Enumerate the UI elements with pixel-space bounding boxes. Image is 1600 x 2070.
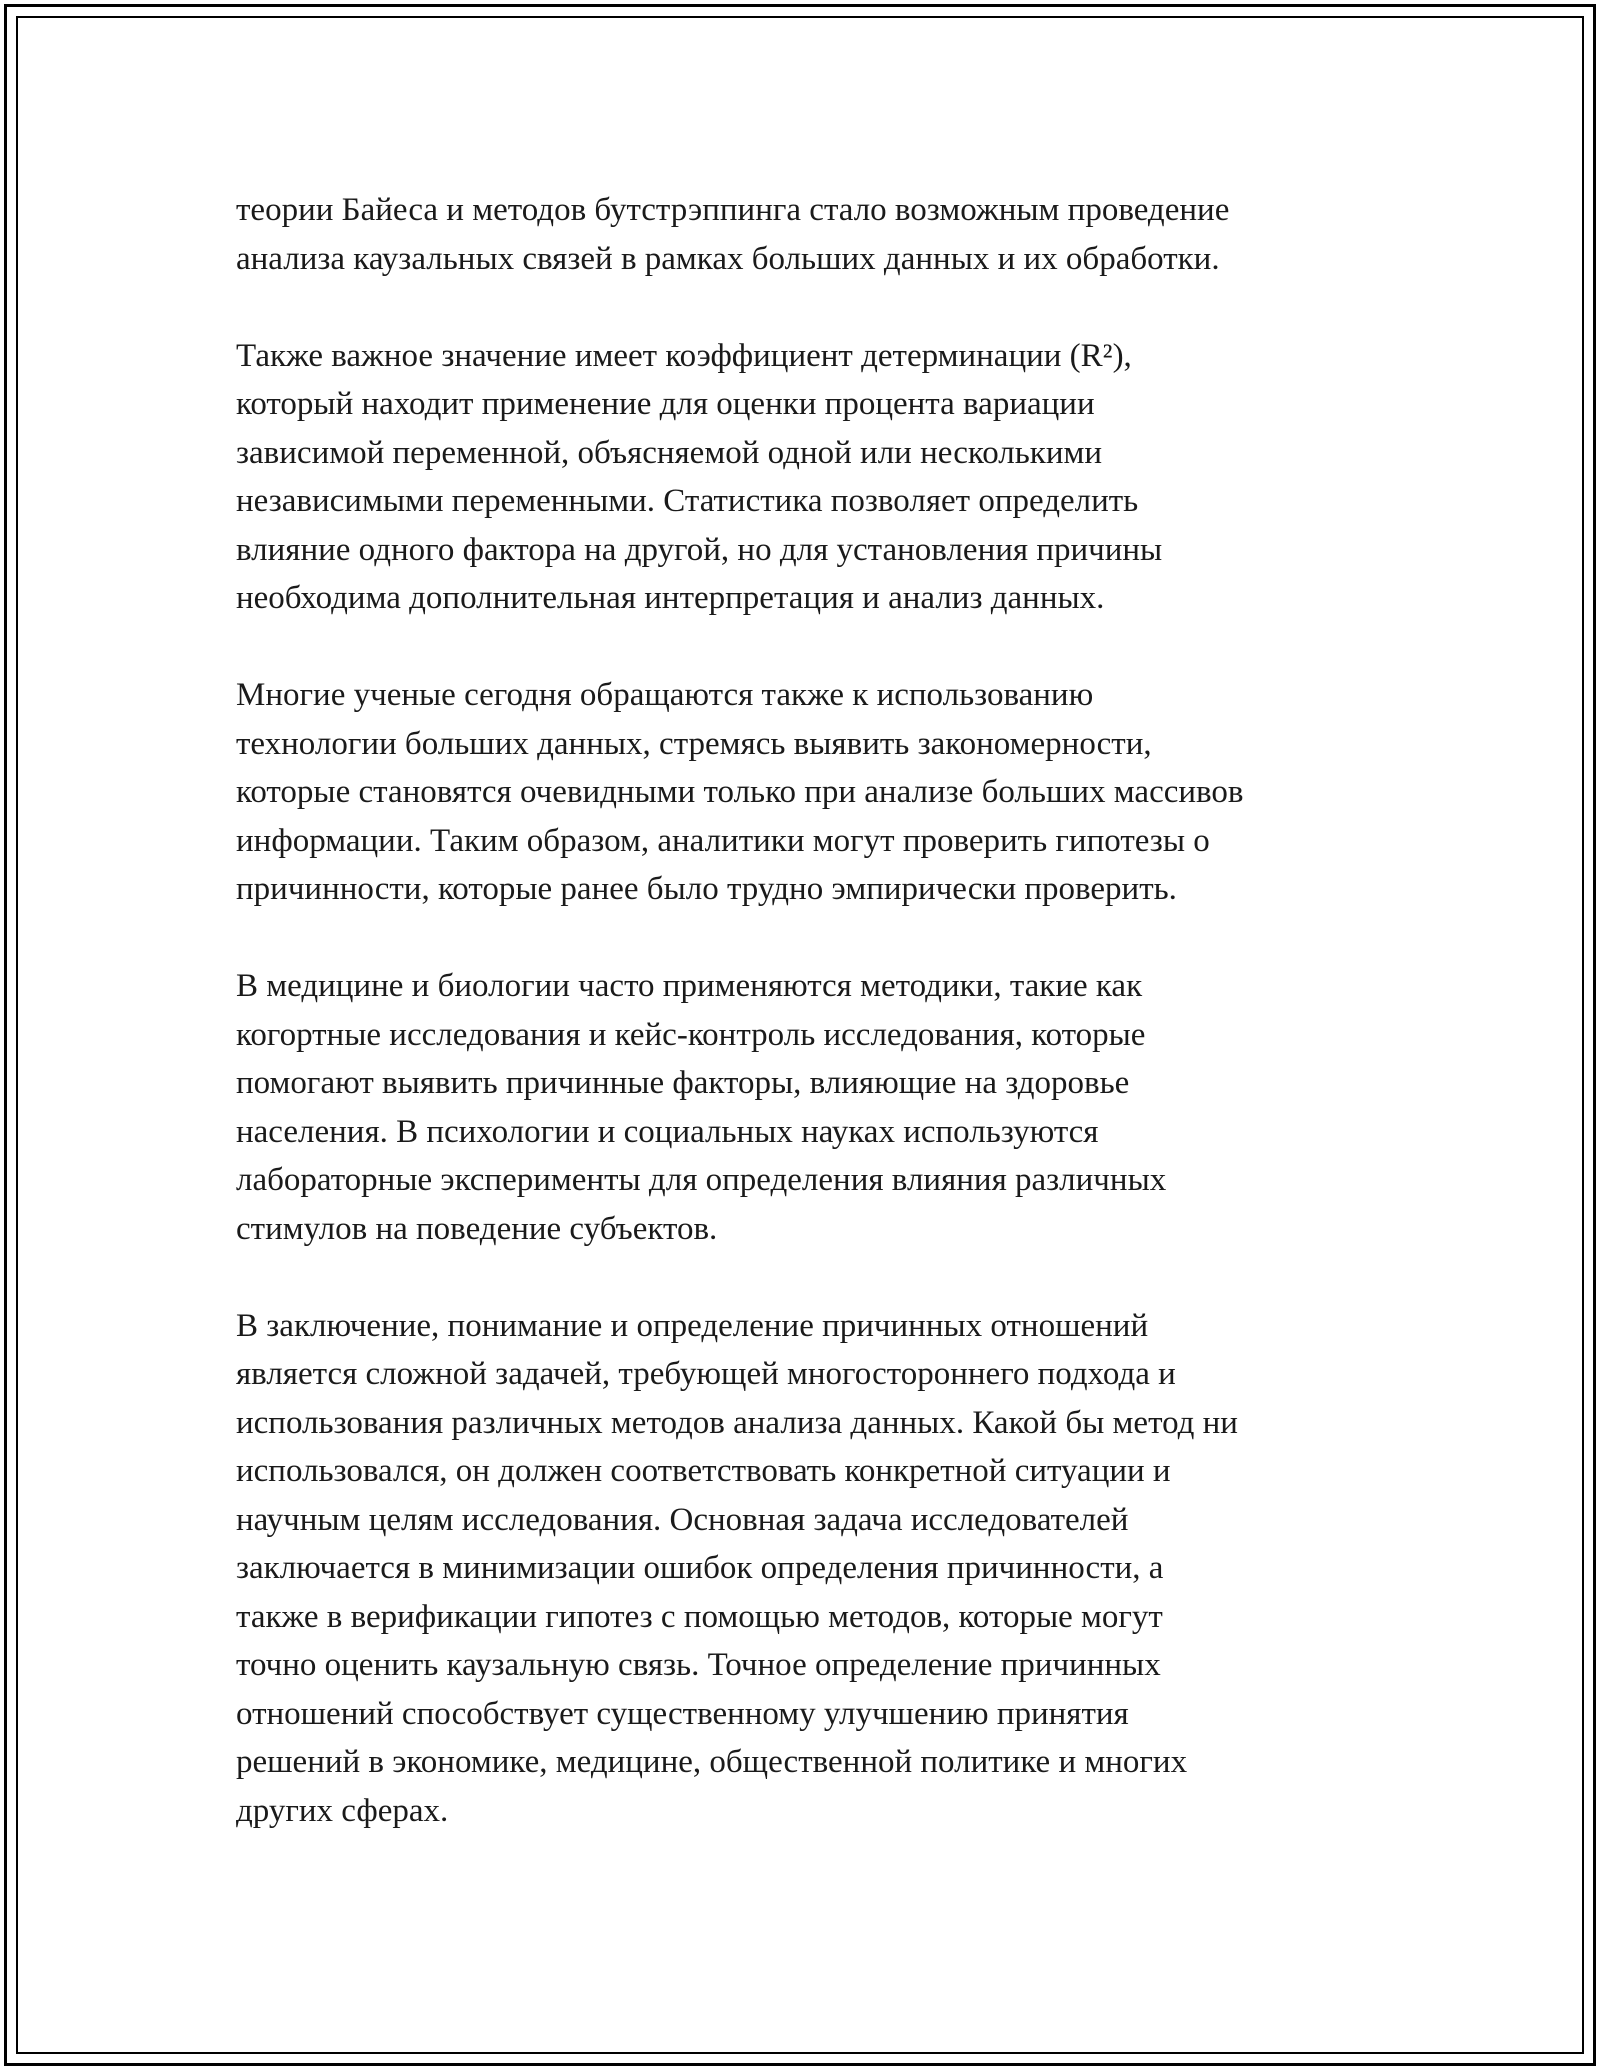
text-line: когортные исследования и кейс-контроль исследования, которые	[236, 1016, 1146, 1053]
text-line: информации. Таким образом, аналитики могут проверить гипотезы о	[236, 822, 1210, 859]
text-line: необходима дополнительная интерпретация и анализ данных.	[236, 580, 1105, 616]
text-line: стимулов на поведение субъектов.	[236, 1210, 718, 1247]
text-line: отношений способствует существенному улучшению принятия	[236, 1695, 1129, 1732]
text-line: В заключение, понимание и определение причинных отношений	[236, 1307, 1149, 1344]
text-line: использовался, он должен соответствовать конкретной ситуации и	[236, 1453, 1171, 1489]
text-line: заключается в минимизации ошибок определения причинности, а	[236, 1550, 1164, 1586]
text-line: Также важное значение имеет коэффициент детерминации (R²),	[236, 337, 1132, 374]
paragraph-medicine-biology	[236, 962, 1386, 1253]
text-line: В медицине и биологии часто применяются методики, такие как	[236, 968, 1143, 1004]
text-line: зависимой переменной, объясняемой одной или несколькими	[236, 434, 1103, 471]
text-line: точно оценить каузальную связь. Точное определение причинных	[236, 1647, 1161, 1683]
text-line: населения. В психологии и социальных науках используются	[236, 1113, 1099, 1150]
paragraph-big-data	[236, 671, 1386, 914]
text-line: использования различных методов анализа данных. Какой бы метод ни	[236, 1404, 1238, 1441]
text-line: научным целям исследования. Основная задача исследователей	[236, 1501, 1129, 1538]
text-line: является сложной задачей, требующей многостороннего подхода и	[236, 1356, 1176, 1392]
text-line: лабораторные эксперименты для определения влияния различных	[236, 1162, 1167, 1198]
text-line: который находит применение для оценки процента вариации	[236, 386, 1095, 422]
paragraph-conclusion	[236, 1302, 1386, 1836]
document-body	[236, 186, 1386, 1884]
text-line: также в верификации гипотез с помощью методов, которые могут	[236, 1598, 1163, 1635]
text-line: других сферах.	[236, 1792, 449, 1829]
text-line: Многие ученые сегодня обращаются также к использованию	[236, 677, 1094, 713]
paragraph-determination-coefficient	[236, 332, 1386, 623]
paragraph-bayes-bootstrap	[236, 186, 1386, 283]
text-line: независимыми переменными. Статистика позволяет определить	[236, 483, 1139, 519]
text-line: теории Байеса и методов бутстрэппинга стало возможным проведение	[236, 192, 1230, 228]
text-line: решений в экономике, медицине, общественной политике и многих	[236, 1744, 1188, 1780]
text-line: технологии больших данных, стремясь выявить закономерности,	[236, 725, 1152, 762]
text-line: анализа каузальных связей в рамках больших данных и их обработки.	[236, 240, 1220, 277]
text-line: которые становятся очевидными только при анализе больших массивов	[236, 774, 1244, 810]
text-line: помогают выявить причинные факторы, влияющие на здоровье	[236, 1065, 1130, 1101]
text-line: влияние одного фактора на другой, но для установления причины	[236, 531, 1163, 568]
text-line: причинности, которые ранее было трудно эмпирически проверить.	[236, 871, 1177, 907]
